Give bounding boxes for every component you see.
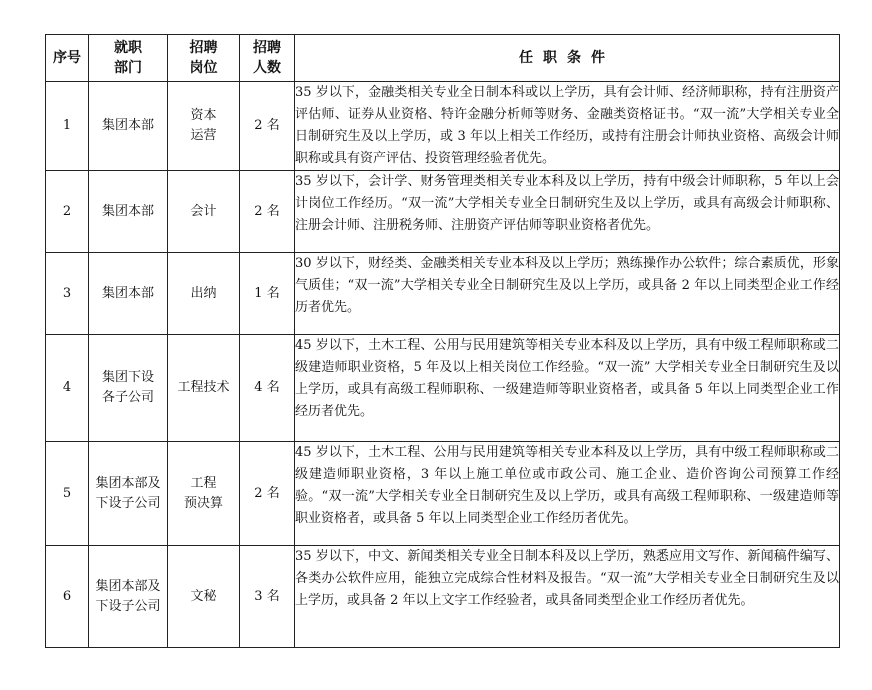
row-position: 会计 xyxy=(168,171,240,253)
row-department: 集团本部及 下设子公司 xyxy=(89,442,168,546)
row-department: 集团本部 xyxy=(89,253,168,335)
row-position: 工程技术 xyxy=(168,335,240,442)
row-position: 出纳 xyxy=(168,253,240,335)
row-index: 3 xyxy=(46,253,89,335)
row-index: 2 xyxy=(46,171,89,253)
row-requirements: 35 岁以下，中文、新闻类相关专业全日制本科及以上学历，熟悉应用文写作、新闻稿件编写、各类办公软件应用，能独立完成综合性材料及报告。“双一流”大学相关专业全日制研究生及以上学历，或具备 2 年以上文字工作经验者，或具备同类型企业工作经历者优先。 xyxy=(295,546,840,648)
row-requirements: 35 岁以下，金融类相关专业全日制本科或以上学历，具有会计师、经济师职称，持有注册资产评估师、证券从业资格、特许金融分析师等财务、金融类资格证书。“双一流”大学相关专业全日制研究生及以上学历，或 3 年以上相关工作经历，或持有注册会计师执业资格、高级会计师职称或具有资产评估、投资管理经验者优先。 xyxy=(295,82,840,171)
row-index: 5 xyxy=(46,442,89,546)
row-requirements: 30 岁以下，财经类、金融类相关专业本科及以上学历；熟练操作办公软件；综合素质优，形象气质佳；“双一流”大学相关专业全日制研究生及以上学历，或具备 2 年以上同类型企业工作经历者优先。 xyxy=(295,253,840,335)
row-requirements: 45 岁以下，土木工程、公用与民用建筑等相关专业本科及以上学历，具有中级工程师职称或二级建造师职业资格，3 年以上施工单位或市政公司、施工企业、造价咨询公司预算工作经验。“双一流”大学相关专业全日制研究生及以上学历，或具有高级工程师职称、一级建造师等职业资格者，或具备 5 年以上同类型企业工作经历者优先。 xyxy=(295,442,840,546)
header-row xyxy=(46,35,840,82)
row-count: 2 名 xyxy=(240,82,295,171)
table-row xyxy=(46,171,840,253)
table-row xyxy=(46,335,840,442)
table-row xyxy=(46,82,840,171)
row-requirements: 45 岁以下，土木工程、公用与民用建筑等相关专业本科及以上学历，具有中级工程师职称或二级建造师职业资格，5 年及以上相关岗位工作经验。“双一流” 大学相关专业全日制研究生及以上学历，或具有高级工程师职称、一级建造师等职业资格者，或具备 5 年以上同类型企业工作经历者优先。 xyxy=(295,335,840,442)
row-department: 集团下设 各子公司 xyxy=(89,335,168,442)
table-row xyxy=(46,253,840,335)
header-count: 招聘 人数 xyxy=(240,35,295,82)
row-count: 2 名 xyxy=(240,171,295,253)
header-requirements: 任职条件 xyxy=(295,35,840,82)
row-index: 4 xyxy=(46,335,89,442)
row-position: 文秘 xyxy=(168,546,240,648)
row-position: 工程 预决算 xyxy=(168,442,240,546)
row-count: 3 名 xyxy=(240,546,295,648)
row-index: 1 xyxy=(46,82,89,171)
header-position: 招聘 岗位 xyxy=(168,35,240,82)
row-count: 1 名 xyxy=(240,253,295,335)
row-department: 集团本部及 下设子公司 xyxy=(89,546,168,648)
row-count: 2 名 xyxy=(240,442,295,546)
header-index: 序号 xyxy=(46,35,89,82)
header-department: 就职 部门 xyxy=(89,35,168,82)
recruitment-table xyxy=(45,34,840,648)
row-requirements: 35 岁以下，会计学、财务管理类相关专业本科及以上学历，持有中级会计师职称，5 年以上会计岗位工作经历。“双一流”大学相关专业全日制研究生及以上学历，或具有高级会计师职称、注册会计师、注册税务师、注册资产评估师等职业资格者优先。 xyxy=(295,171,840,253)
row-count: 4 名 xyxy=(240,335,295,442)
table-row xyxy=(46,442,840,546)
row-index: 6 xyxy=(46,546,89,648)
row-department: 集团本部 xyxy=(89,82,168,171)
table-row xyxy=(46,546,840,648)
row-position: 资本 运营 xyxy=(168,82,240,171)
row-department: 集团本部 xyxy=(89,171,168,253)
